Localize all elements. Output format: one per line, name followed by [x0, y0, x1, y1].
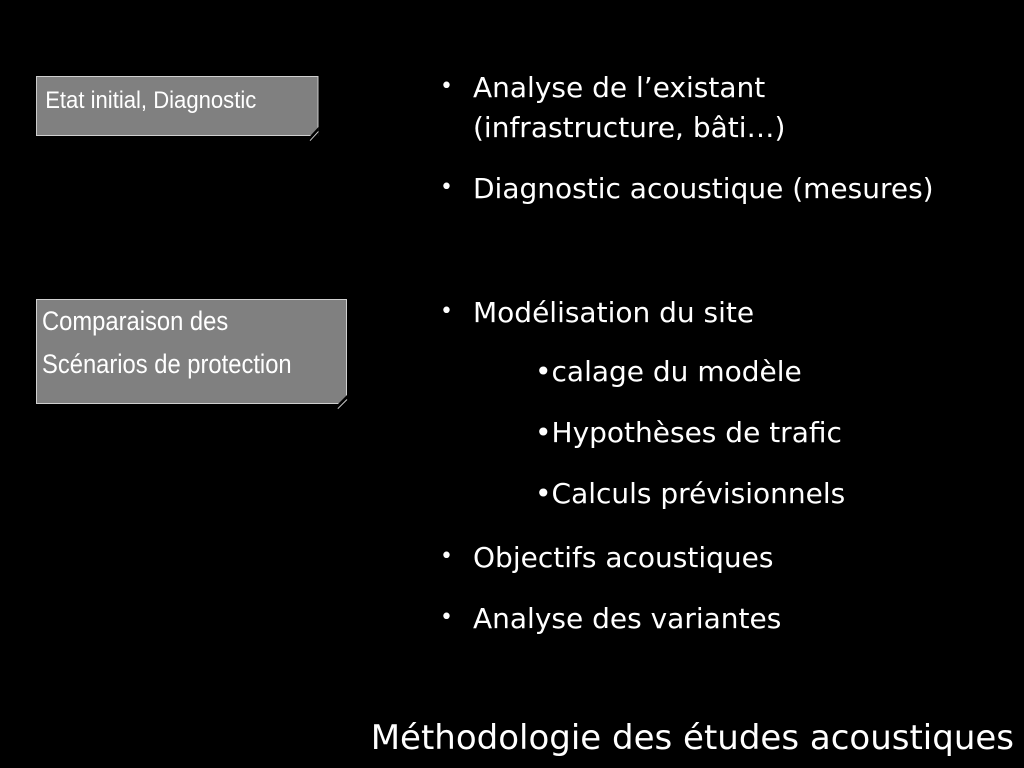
stage-box-label-line2: Scénarios de protection — [42, 349, 292, 379]
bullet-icon: • — [440, 544, 453, 569]
stage-box-comparaison — [36, 299, 347, 404]
slide-title: Méthodologie des études acoustiques — [370, 718, 1014, 758]
bullet-text: Diagnostic acoustique (mesures) — [473, 172, 934, 205]
sub-bullet-item: •calage du modèle — [535, 355, 802, 388]
bullet-text: Objectifs acoustiques — [473, 541, 774, 574]
bullet-text-continued: (infrastructure, bâti…) — [473, 111, 786, 144]
bullet-icon: • — [440, 74, 453, 99]
bullet-text: Analyse des variantes — [473, 602, 782, 635]
sub-bullet-item: •Calculs prévisionnels — [535, 477, 846, 510]
bullet-icon: • — [440, 175, 453, 200]
stage-box-label-line1: Comparaison des — [42, 306, 229, 336]
bullet-icon: • — [440, 605, 453, 630]
stage-box-etat-initial — [36, 76, 318, 136]
bullet-text: Modélisation du site — [473, 296, 755, 329]
sub-bullet-item: •Hypothèses de trafic — [535, 416, 842, 449]
stage-box-label: Etat initial, Diagnostic — [45, 87, 257, 114]
bullet-text: Analyse de l’existant — [473, 71, 766, 104]
bullet-icon: • — [440, 299, 453, 324]
